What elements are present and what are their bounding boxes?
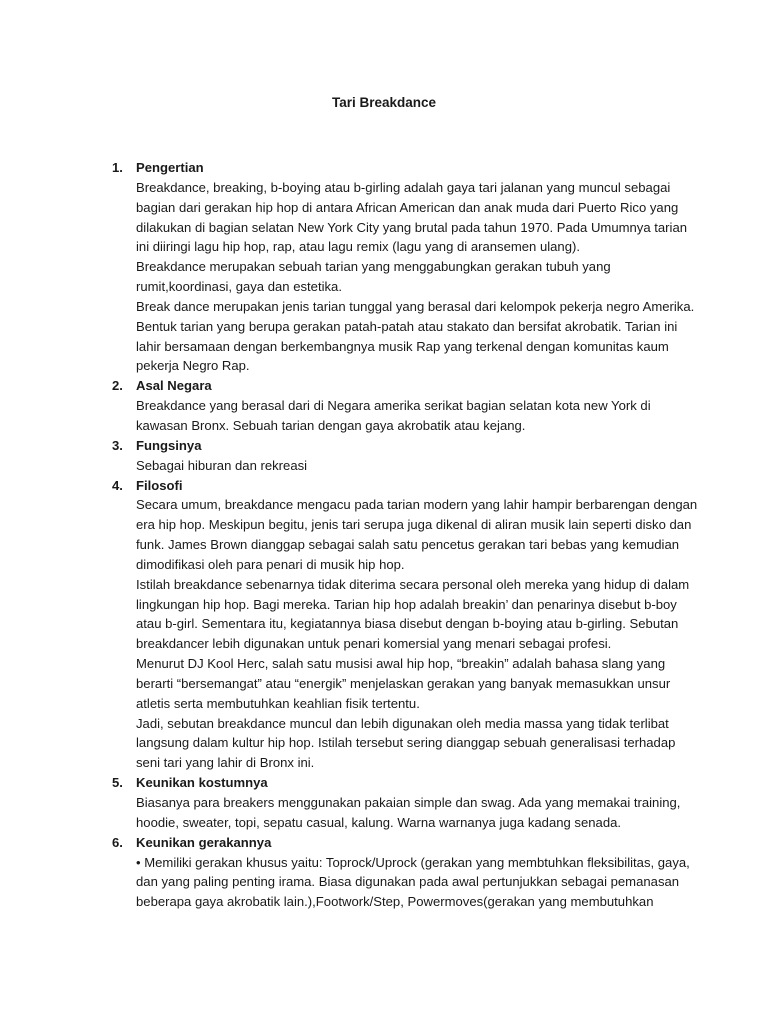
paragraph-line: seni tari yang lahir di Bronx ini. [136, 755, 315, 771]
paragraph-line: Secara umum, breakdance mengacu pada tarian modern yang lahir hampir berbarengan dengan [136, 497, 698, 513]
paragraph-line: Menurut DJ Kool Herc, salah satu musisi awal hip hop, “breakin” adalah bahasa slang yang [136, 656, 666, 672]
paragraph-line: atletis serta membutuhkan keahlian fisik tertentu. [136, 695, 420, 711]
paragraph-line: Sebagai hiburan dan rekreasi [136, 457, 308, 473]
paragraph-line: pekerja Negro Rap. [136, 358, 250, 374]
list-number: 6. [112, 834, 123, 850]
section-heading: Filosofi [136, 477, 183, 493]
section-heading: Keunikan gerakannya [136, 834, 272, 850]
paragraph-line: Istilah breakdance sebenarnya tidak diterima secara personal oleh mereka yang hidup di dalam [136, 576, 690, 592]
paragraph-line: kawasan Bronx. Sebuah tarian dengan gaya akrobatik atau kejang. [136, 417, 526, 433]
paragraph-line: funk. James Brown dianggap sebagai salah satu pencetus gerakan tari bebas yang kemudian [136, 537, 680, 553]
document-title: Tari Breakdance [331, 95, 437, 110]
list-number: 4. [112, 477, 123, 493]
paragraph-line: hoodie, sweater, topi, sepatu casual, kalung. Warna warnanya juga kadang senada. [136, 814, 622, 830]
paragraph-line: bagian dari gerakan hip hop di antara African American dan anak muda dari Puerto Rico yang [136, 199, 679, 215]
paragraph-line: Biasanya para breakers menggunakan pakaian simple dan swag. Ada yang memakai training, [136, 795, 681, 810]
list-item [112, 158, 695, 376]
paragraph-line: lahir bersamaan dengan berkembangnya musik Rap yang terkenal dengan komunitas kaum [136, 338, 669, 354]
list-item [112, 376, 687, 436]
list-number: 2. [112, 378, 123, 394]
list-item [112, 476, 698, 774]
list-number: 3. [112, 437, 123, 453]
paragraph-line: beberapa gaya akrobatik lain.),Footwork/Step, Powermoves(gerakan yang membutuhkan [136, 894, 654, 910]
paragraph-line: era hip hop. Meskipun begitu, jenis tari serupa juga dikenal di aliran musik lain seperti disko dan [136, 517, 692, 533]
list-item [112, 833, 690, 912]
paragraph-line: atau b-girl. Sementara itu, kegiatannya biasa disebut dengan b-boying atau b-girling. Sebutan [136, 616, 679, 632]
section-heading: Asal Negara [136, 378, 212, 394]
list-number: 5. [112, 775, 123, 791]
paragraph-line: Breakdance merupakan sebuah tarian yang menggabungkan gerakan tubuh yang [136, 259, 611, 275]
list-item [112, 436, 687, 476]
paragraph-line: Bentuk tarian yang berupa gerakan patah-patah atau stakato dan bersifat akrobatik. Tarian ini [136, 318, 678, 334]
section-heading: Keunikan kostumnya [136, 775, 268, 791]
paragraph-line: dan yang paling penting irama. Biasa digunakan pada awal pertunjukkan sebagai pemanasan [136, 874, 680, 890]
paragraph-line: langsung dalam kultur hip hop. Istilah tersebut sering dianggap sebuah generalisasi terhadap [136, 735, 676, 751]
paragraph-line: Breakdance yang berasal dari di Negara amerika serikat bagian selatan kota new York di [136, 398, 651, 414]
paragraph-line: rumit,koordinasi, gaya dan estetika. [136, 279, 342, 295]
paragraph-line: Jadi, sebutan breakdance muncul dan lebih digunakan oleh media massa yang tidak terlibat [136, 715, 669, 731]
list-number: 1. [112, 160, 123, 175]
paragraph-line: lingkungan hip hop. Bagi mereka. Tarian hip hop adalah breakin’ dan penarinya disebut b-boy [136, 596, 677, 612]
list-item [112, 773, 687, 833]
paragraph-line: • Memiliki gerakan khusus yaitu: Toprock/Uprock (gerakan yang membtuhkan fleksibilitas, gaya, [136, 854, 690, 870]
paragraph-line: dilakukan di bagian selatan New York City yang brutal pada tahun 1970. Pada Umumnya tarian [136, 219, 688, 235]
paragraph-line: Breakdance, breaking, b-boying atau b-girling adalah gaya tari jalanan yang muncul sebagai [136, 179, 671, 195]
section-heading: Pengertian [136, 160, 204, 175]
paragraph-line: ini diiringi lagu hip hop, rap, atau lagu remix (lagu yang di aransemen ulang). [136, 239, 580, 255]
paragraph-line: dimodifikasi oleh para penari di musik hip hop. [136, 556, 405, 572]
paragraph-line: berarti “bersemangat” atau “energik” menjelaskan gerakan yang banyak memasukkan unsur [136, 675, 671, 691]
document-body [112, 158, 698, 912]
paragraph-line: breakdancer lebih digunakan untuk penari komersial yang menari sebagai profesi. [136, 636, 612, 652]
section-heading: Fungsinya [136, 437, 202, 453]
paragraph-line: Break dance merupakan jenis tarian tunggal yang berasal dari kelompok pekerja negro Amerika. [136, 298, 695, 314]
